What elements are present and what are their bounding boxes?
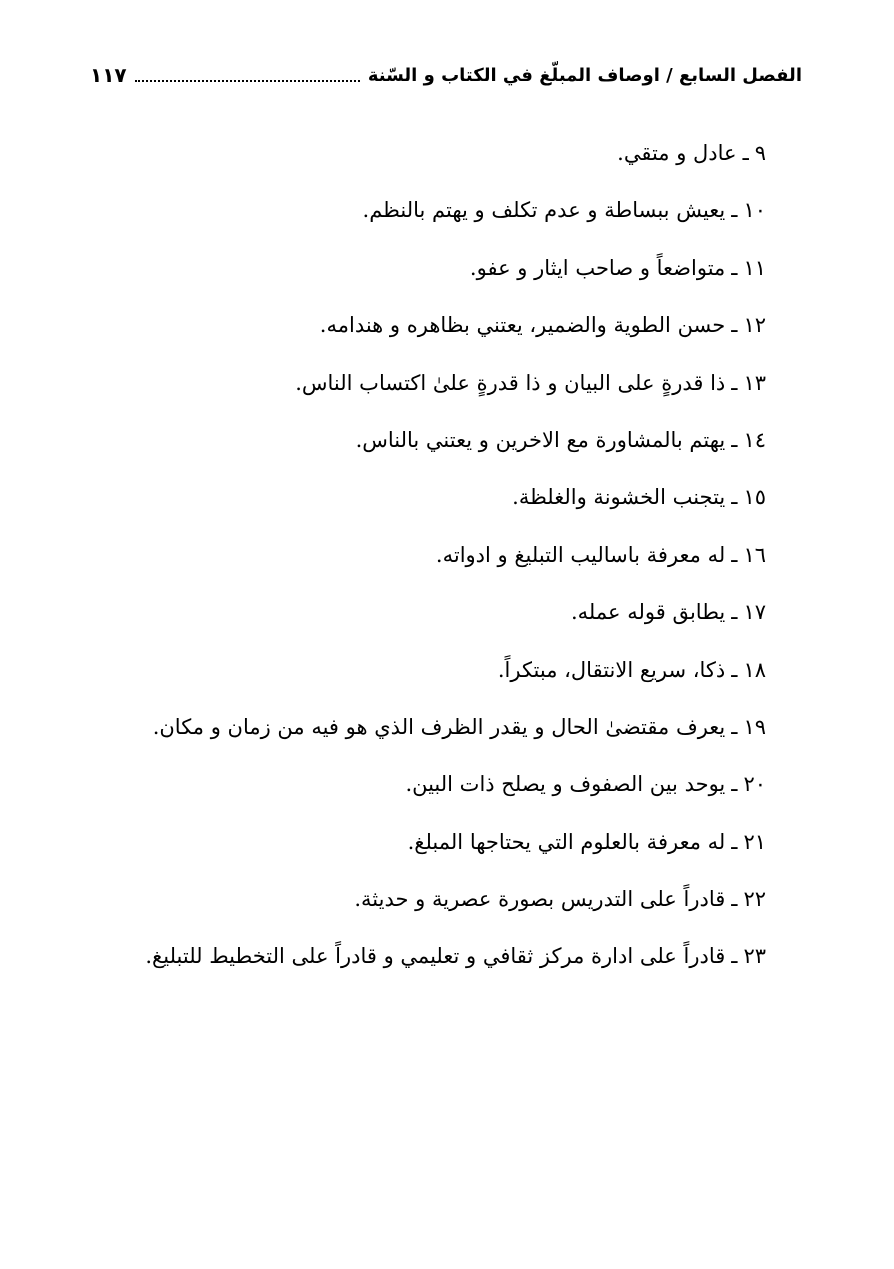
- item-number: ١٤: [743, 427, 766, 452]
- item-text: يهتم بالمشاورة مع الاخرين و يعتني بالناس.: [355, 427, 726, 452]
- item-text: له معرفة باساليب التبليغ و ادواته.: [435, 542, 726, 567]
- item-text: حسن الطوية والضمير، يعتني بظاهره و هندامه.: [319, 313, 726, 338]
- list-item: [126, 645, 766, 702]
- item-text: يعيش ببساطة و عدم تكلف و يهتم بالنظم.: [362, 198, 726, 223]
- list-item: [126, 358, 766, 415]
- list-item: [126, 128, 766, 185]
- item-text: يطابق قوله عمله.: [571, 600, 726, 625]
- item-dash: ـ: [731, 600, 738, 625]
- item-text: ذكا، سريع الانتقال، مبتكراً.: [497, 657, 726, 682]
- item-text: يعرف مقتضىٰ الحال و يقدر الظرف الذي هو فيه من زمان و مكان.: [152, 714, 726, 739]
- list-item: [126, 874, 766, 931]
- item-number: ١٧: [743, 600, 766, 625]
- item-number: ١٨: [743, 657, 766, 682]
- dot-leader: [135, 80, 360, 82]
- item-text: عادل و متقي.: [617, 141, 737, 165]
- item-dash: ـ: [731, 370, 738, 395]
- item-number: ٩: [754, 141, 766, 165]
- attributes-list: [126, 128, 766, 989]
- item-dash: ـ: [731, 313, 738, 338]
- item-number: ١٥: [743, 485, 766, 510]
- list-item: [126, 759, 766, 816]
- page-number: ١١٧: [90, 63, 127, 87]
- item-dash: ـ: [731, 485, 738, 510]
- item-number: ٢١: [743, 829, 766, 854]
- item-number: ٢٣: [743, 944, 766, 969]
- item-text: يتجنب الخشونة والغلظة.: [512, 485, 726, 510]
- item-number: ١٢: [743, 313, 766, 338]
- list-item: [126, 243, 766, 300]
- item-dash: ـ: [731, 427, 738, 452]
- item-dash: ـ: [731, 714, 738, 739]
- item-dash: ـ: [731, 657, 738, 682]
- item-dash: ـ: [731, 198, 738, 223]
- item-number: ١١: [743, 255, 766, 280]
- item-number: ١٩: [743, 714, 766, 739]
- running-header: [90, 58, 802, 92]
- item-number: ١٦: [743, 542, 766, 567]
- item-number: ٢٢: [743, 887, 766, 912]
- list-item: [126, 702, 766, 759]
- item-dash: ـ: [731, 255, 738, 280]
- list-item: [126, 185, 766, 242]
- item-dash: ـ: [742, 141, 749, 165]
- item-number: ١٠: [743, 198, 766, 223]
- chapter-title: الفصل السابع / اوصاف المبلّغ في الكتاب و السّنة: [367, 64, 802, 86]
- list-item: [126, 587, 766, 644]
- list-item: [126, 530, 766, 587]
- item-text: ذا قدرةٍ على البيان و ذا قدرةٍ علىٰ اكتساب الناس.: [295, 370, 726, 395]
- list-item: [126, 415, 766, 472]
- item-dash: ـ: [731, 829, 738, 854]
- item-dash: ـ: [731, 772, 738, 797]
- list-item: [126, 817, 766, 874]
- list-item: [126, 300, 766, 357]
- item-dash: ـ: [731, 542, 738, 567]
- item-text: قادراً على التدريس بصورة عصرية و حديثة.: [354, 887, 726, 912]
- item-text: يوحد بين الصفوف و يصلح ذات البين.: [405, 772, 726, 797]
- item-dash: ـ: [731, 944, 738, 969]
- item-text: متواضعاً و صاحب ايثار و عفو.: [469, 255, 726, 280]
- item-number: ١٣: [743, 370, 766, 395]
- list-item: [126, 931, 766, 988]
- list-item: [126, 472, 766, 529]
- item-text: قادراً على ادارة مركز ثقافي و تعليمي و قادراً على التخطيط للتبليغ.: [145, 944, 726, 969]
- item-number: ٢٠: [743, 772, 766, 797]
- item-text: له معرفة بالعلوم التي يحتاجها المبلغ.: [407, 829, 726, 854]
- item-dash: ـ: [731, 887, 738, 912]
